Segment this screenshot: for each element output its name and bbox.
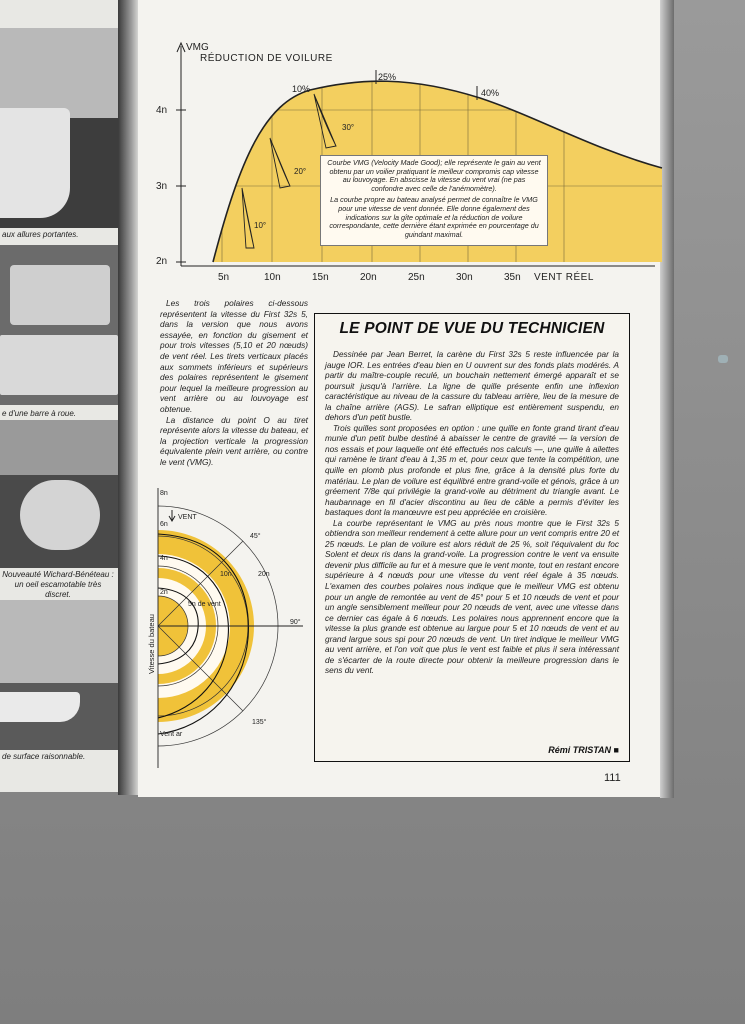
x-tick-20n: 20n	[360, 272, 377, 283]
vmg-note-box	[320, 155, 548, 246]
article-p2: Trois quilles sont proposées en option : une quille en fonte grand tirant d'eau munie d'un petit bulbe destiné à abaisser le centre de gravité — la version de nos essais et pour laquelle ont été effectués nos calculs —, une quille à ailettes qui ramène le tirant d'eau à 1,35 m et, pour ceux que tente la compétition, une quille en plomb plus profonde et plus fine, grâce à la densité plus forte du matériau. Le plan de voilure est équilibré entre grand-voile et génois, grâce à un gréement 7/8e qui privilégie la grand-voile au détriment du triangle avant. Le haubannage en fil d'acier discontinu au lieu de câble a permis d'éviter les bastaques dont la manœuvre est peu appréciée en croisière.	[325, 423, 619, 518]
wind-arrow-icon	[169, 510, 175, 521]
x-tick-25n: 25n	[408, 272, 425, 283]
boat-photo-2	[0, 600, 118, 750]
deck-photo	[0, 245, 118, 405]
fitting-photo	[0, 420, 118, 568]
article-title: LE POINT DE VUE DU TECHNICIEN	[339, 320, 605, 337]
left-page	[0, 0, 128, 792]
article-author: Rémi TRISTAN ■	[548, 745, 619, 755]
polar-intro-text	[160, 298, 308, 468]
reduction-25: 25%	[378, 72, 397, 82]
x-tick-10n: 10n	[264, 272, 281, 283]
x-axis-label: VENT RÉEL	[534, 272, 594, 283]
caption-4: de surface raisonnable.	[2, 752, 86, 761]
reduction-label: RÉDUCTION DE VOILURE	[200, 53, 333, 64]
caption-3: Nouveauté Wichard-Bénéteau : un oeil escamotable très discret.	[2, 570, 114, 599]
y-tick-3n: 3n	[156, 181, 168, 192]
polar-tick-4n: 4n	[160, 555, 168, 562]
polar-angle-90: 90°	[290, 619, 301, 626]
x-tick-5n: 5n	[218, 272, 230, 283]
polar-vertical-label: Vitesse du bateau	[147, 614, 156, 674]
polar-tick-2n: 2n	[160, 589, 168, 596]
vmg-label: VMG	[186, 42, 209, 53]
polar-vent-arriere: Vent ar	[160, 731, 183, 738]
heel-20: 20°	[294, 167, 307, 176]
pin-icon	[718, 355, 728, 363]
reduction-10: 10%	[292, 84, 311, 94]
y-tick-2n: 2n	[156, 256, 168, 267]
polar-vent-label: VENT	[178, 514, 197, 521]
polar-label-5n: 5n de vent	[188, 601, 221, 608]
y-tick-4n: 4n	[156, 105, 168, 116]
article-p3: La courbe représentant le VMG au près nous montre que le First 32s 5 obtiendra son meilleur rendement à cette allure pour un vent compris entre 20 et 25 nœuds. Le plan de voilure est alors réduit de 25 %, soit l'équivalent du foc Solent et deux ris dans la grand-voile. La progression contre le vent va ensuite devenir plus difficile au fur et à mesure que le vent monte, tout en restant encore supérieure à 4 nœuds pour une vitesse du vent réel égale à 35 nœuds. L'examen des courbes polaires nous indique que le meilleur VMG est obtenu pour un angle de remontée au vent de 45° pour 5 et 10 nœuds de vent et pour un angle sensiblement meilleur pour 20 nœuds de vent, avec une vitesse dans ce dernier cas égale à 6 nœuds. Les polaires nous apprennent encore que la vitesse la plus grande est obtenue au largue pour 5 et 10 nœuds de vent et au grand largue sous spi pour 20 nœuds de vent. Un tiret indique le meilleur VMG au vent arrière, et l'on voit que plus le vent est faible et plus il sera intéressant de s'écarter de la route directe pour obtenir la meilleure progression dans le sens du vent.	[325, 518, 619, 676]
x-tick-15n: 15n	[312, 272, 329, 283]
x-tick-30n: 30n	[456, 272, 473, 283]
article-p1: Dessinée par Jean Berret, la carène du First 32s 5 reste influencée par la jauge IOR. Les entrées d'eau bien en U ouvrent sur des fonds plats modérés. A partir du maître-couple reculé, un bouchain nettement émergé apparaît et se poursuit jusqu'à l'arrière. La ligne de quille présente enfin une inflexion caractéristique au niveau de la cassure du tableau arrière, lieu de la mesure de la chaîne arrière (AGS). Le safran elliptique est entièrement suspendu, en dehors d'un petit bustle.	[325, 350, 619, 423]
polar-tick-6n: 6n	[160, 521, 168, 528]
caption-2: e d'une barre à roue.	[2, 409, 77, 418]
polar-angle-135: 135°	[252, 719, 267, 726]
technician-box	[314, 313, 630, 762]
heel-30: 30°	[342, 123, 355, 132]
polar-diagram	[148, 478, 308, 778]
polar-angle-45: 45°	[250, 533, 261, 540]
page-edge	[660, 0, 674, 798]
article-body	[325, 350, 619, 677]
polar-label-10n: 10n	[220, 571, 232, 578]
polar-label-20n: 20n	[258, 571, 270, 578]
caption-1: aux allures portantes.	[2, 230, 79, 239]
polar-tick-8n: 8n	[160, 490, 168, 497]
intro-p1: Les trois polaires ci-dessous représentent la vitesse du First 32s 5, dans la version que nous avons essayée, en fonction du gisement et pour trois vitesses (5,10 et 20 nœuds) de vent réel. Les tirets verticaux placés aux sommets inférieurs et supérieurs des polaires représentent le gisement pour lequel la meilleure progression au vent arrière ou au louvoyage est obtenue.	[160, 298, 308, 414]
page-gutter	[118, 0, 140, 795]
x-tick-35n: 35n	[504, 272, 521, 283]
boat-photo-1	[0, 28, 118, 228]
page-number: 111	[604, 772, 621, 784]
vmg-note-p1: Courbe VMG (Velocity Made Good); elle représente le gain au vent obtenu par un voilier pratiquant le meilleur compromis cap vitesse au louvoyage. En abscisse la vitesse du vent vrai (ne pas confondre avec celle de l'anémomètre).	[327, 158, 541, 193]
intro-p2: La distance du point O au tiret représente alors la vitesse du bateau, et la projection verticale la progression équivalente plein vent arrière, ou contre le vent (VMG).	[160, 414, 308, 467]
heel-10: 10°	[254, 221, 267, 230]
reduction-40: 40%	[481, 88, 500, 98]
vmg-note-p2: La courbe propre au bateau analysé permet de connaître le VMG pour une vitesse de vent donnée. Elle donne également des indications sur la gîte optimale et la réduction de voilure correspondante, cette dernière étant exprimée en pourcentage du guindant maximal.	[329, 195, 539, 239]
